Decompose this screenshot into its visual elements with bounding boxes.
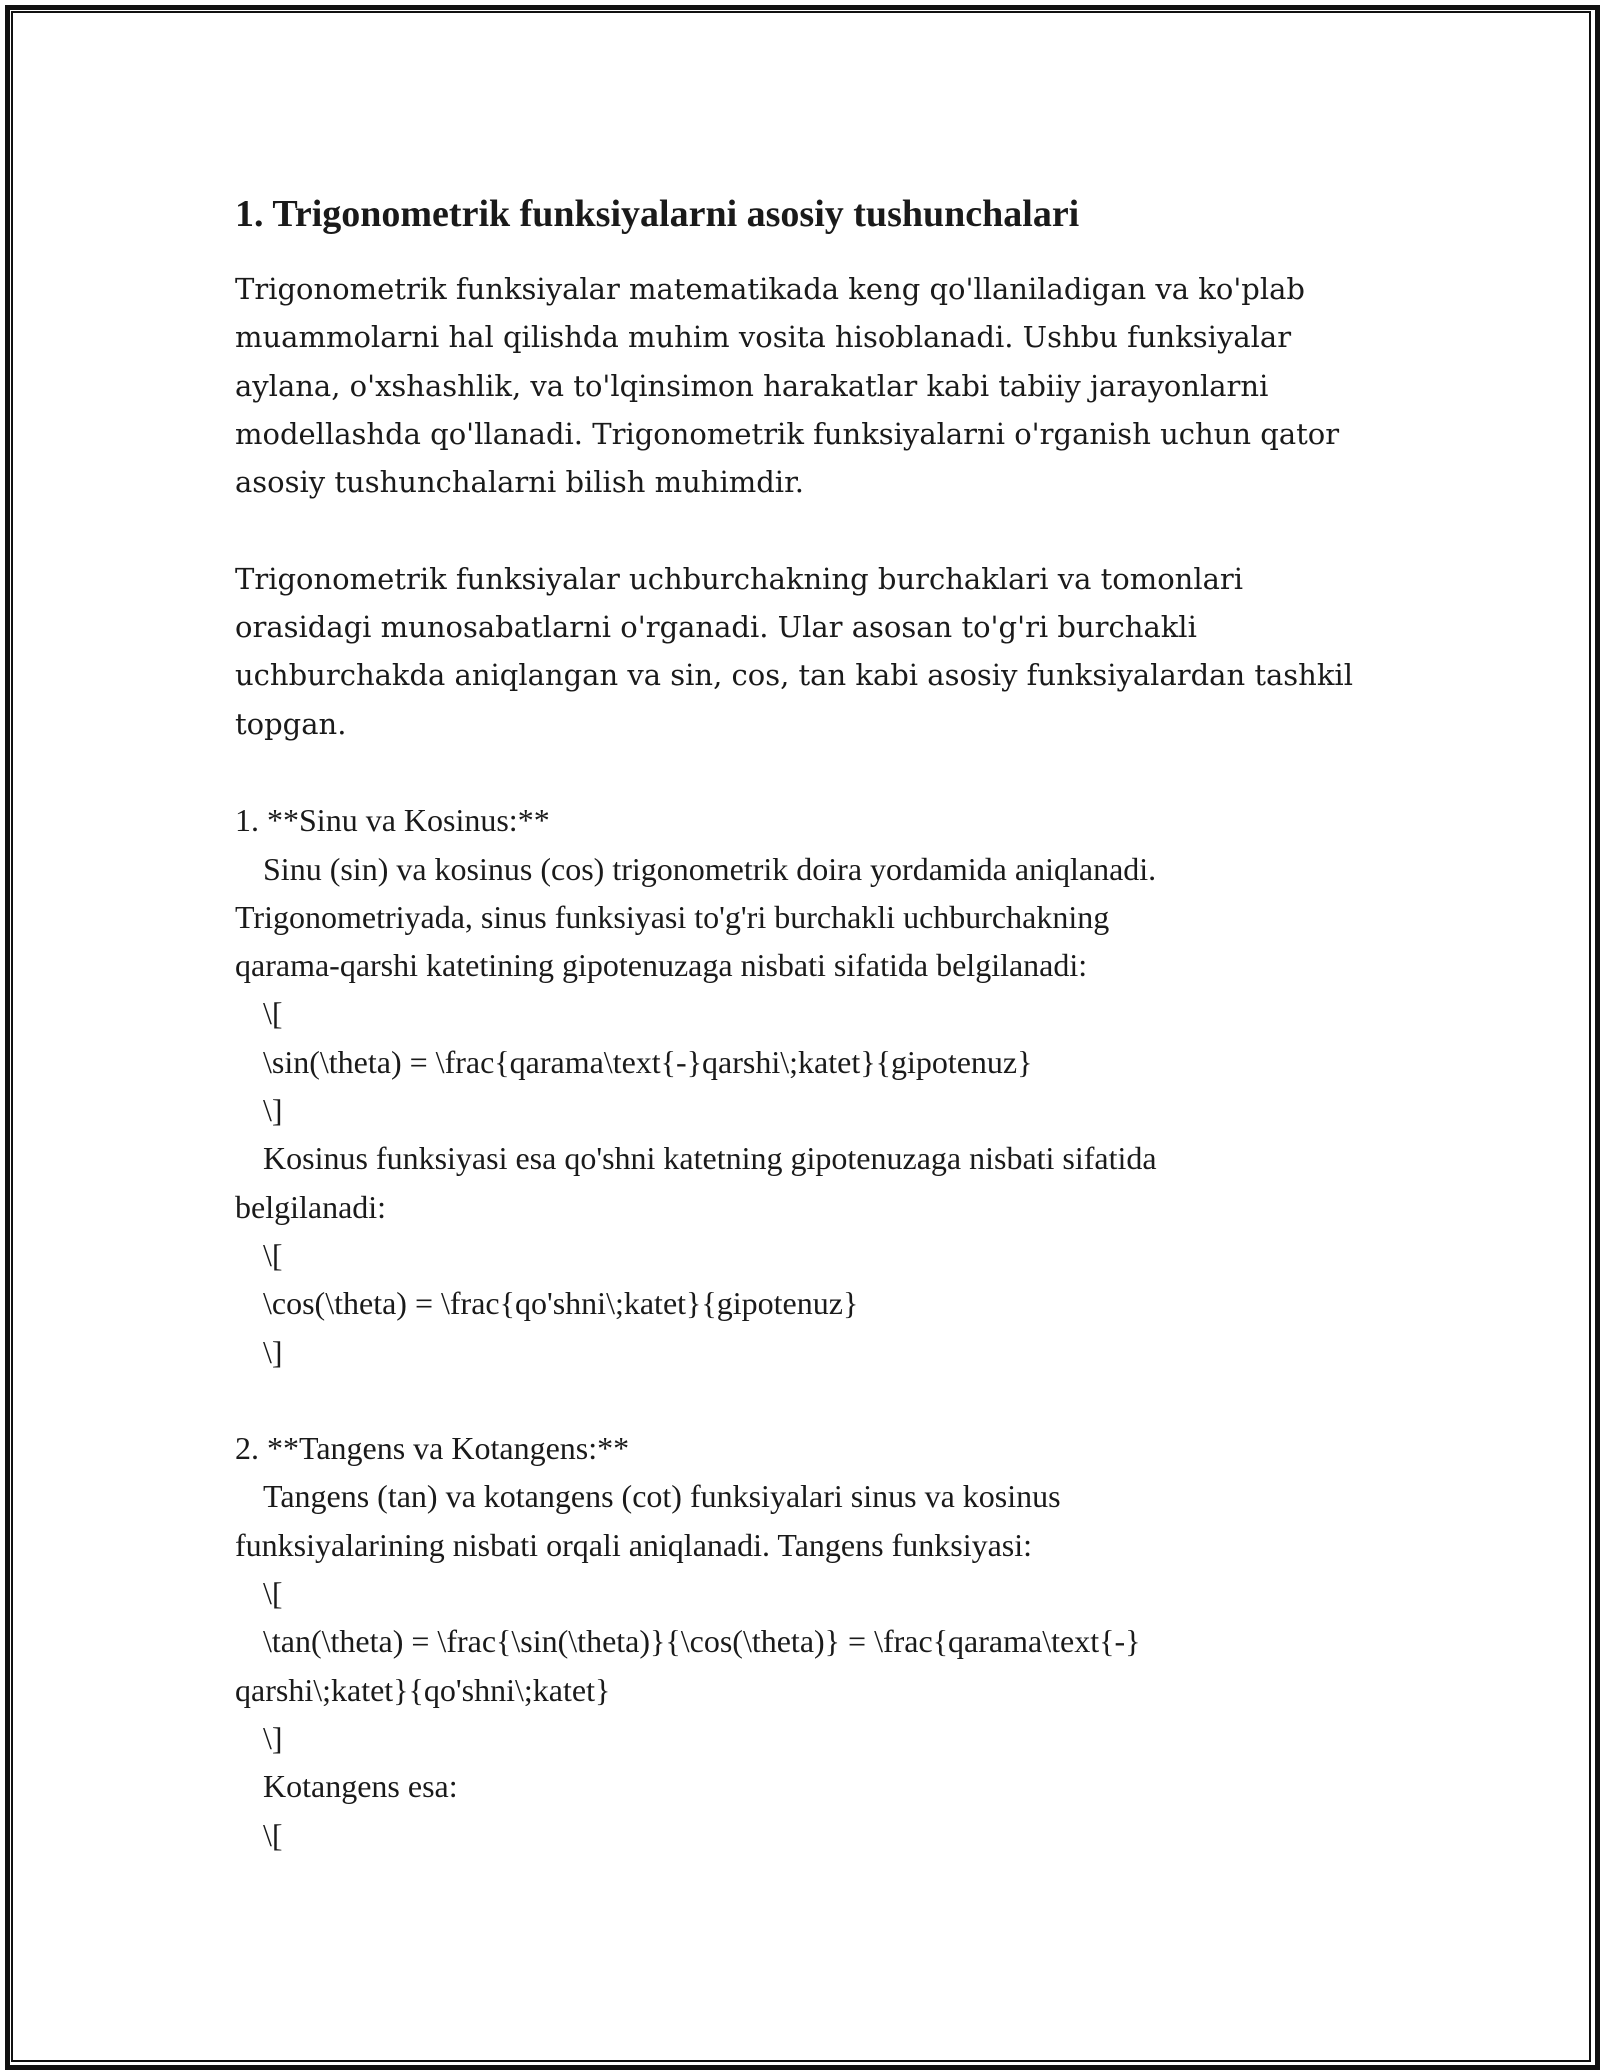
text-line: belgilanadi: bbox=[235, 1188, 387, 1225]
list-item-title: 2. **Tangens va Kotangens:** bbox=[235, 1430, 630, 1467]
text-line: Trigonometriyada, sinus funksiyasi to'g'ri burchakli uchburchakning bbox=[235, 898, 1110, 935]
text-line: Trigonometrik funksiyalar uchburchakning burchaklari va tomonlari bbox=[235, 561, 1244, 596]
math-close: \] bbox=[263, 1333, 283, 1370]
math-open: \[ bbox=[263, 995, 283, 1032]
text-line: orasidagi munosabatlarni o'rganadi. Ular asosan to'g'ri burchakli bbox=[235, 610, 1197, 645]
text-line: Kotangens esa: bbox=[263, 1768, 458, 1805]
text-line: muammolarni hal qilishda muhim vosita hisoblanadi. Ushbu funksiyalar bbox=[235, 320, 1292, 355]
formula-cosine: \cos(\theta) = \frac{qo'shni\;katet}{gipotenuz} bbox=[263, 1285, 859, 1322]
text-line: funksiyalarining nisbati orqali aniqlanadi. Tangens funksiyasi: bbox=[235, 1526, 1033, 1563]
formula-sine: \sin(\theta) = \frac{qarama\text{-}qarshi\;katet}{gipotenuz} bbox=[263, 1043, 1033, 1080]
paragraph-intro bbox=[235, 265, 1365, 506]
text-line: aylana, o'xshashlik, va to'lqinsimon harakatlar kabi tabiiy jarayonlarni bbox=[235, 368, 1269, 403]
math-close: \] bbox=[263, 1719, 283, 1756]
document-body bbox=[235, 185, 1365, 1859]
text-line: topgan. bbox=[235, 706, 347, 741]
paragraph-gap bbox=[235, 1376, 1365, 1424]
math-open: \[ bbox=[263, 1816, 283, 1853]
paragraph-gap bbox=[235, 748, 1365, 796]
paragraph-gap bbox=[235, 506, 1365, 554]
text-line: qarama-qarshi katetining gipotenuzaga nisbati sifatida belgilanadi: bbox=[235, 947, 1088, 984]
formula-tangent: \tan(\theta) = \frac{\sin(\theta)}{\cos(\theta)} = \frac{qarama\text{-} bbox=[263, 1623, 1141, 1660]
paragraph-definition bbox=[235, 555, 1365, 748]
text-line: Tangens (tan) va kotangens (cot) funksiyalari sinus va kosinus bbox=[263, 1478, 1061, 1515]
text-line: Sinu (sin) va kosinus (cos) trigonometrik doira yordamida aniqlanadi. bbox=[263, 850, 1157, 887]
list-item-sine-cosine bbox=[235, 796, 1365, 1376]
section-heading: 1. Trigonometrik funksiyalarni asosiy tushunchalari bbox=[235, 193, 1080, 235]
math-open: \[ bbox=[263, 1575, 283, 1612]
text-line: modellashda qo'llanadi. Trigonometrik funksiyalarni o'rganish uchun qator bbox=[235, 416, 1340, 451]
math-open: \[ bbox=[263, 1236, 283, 1273]
list-item-tangent-cotangent bbox=[235, 1424, 1365, 1859]
text-line: Kosinus funksiyasi esa qo'shni katetning gipotenuzaga nisbati sifatida bbox=[263, 1140, 1157, 1177]
list-item-title: 1. **Sinu va Kosinus:** bbox=[235, 802, 550, 839]
formula-tangent-continued: qarshi\;katet}{qo'shni\;katet} bbox=[235, 1671, 611, 1708]
text-line: asosiy tushunchalarni bilish muhimdir. bbox=[235, 465, 804, 500]
text-line: uchburchakda aniqlangan va sin, cos, tan kabi asosiy funksiyalardan tashkil bbox=[235, 658, 1353, 693]
text-line: Trigonometrik funksiyalar matematikada keng qo'llaniladigan va ko'plab bbox=[235, 272, 1305, 306]
math-close: \] bbox=[263, 1092, 283, 1129]
